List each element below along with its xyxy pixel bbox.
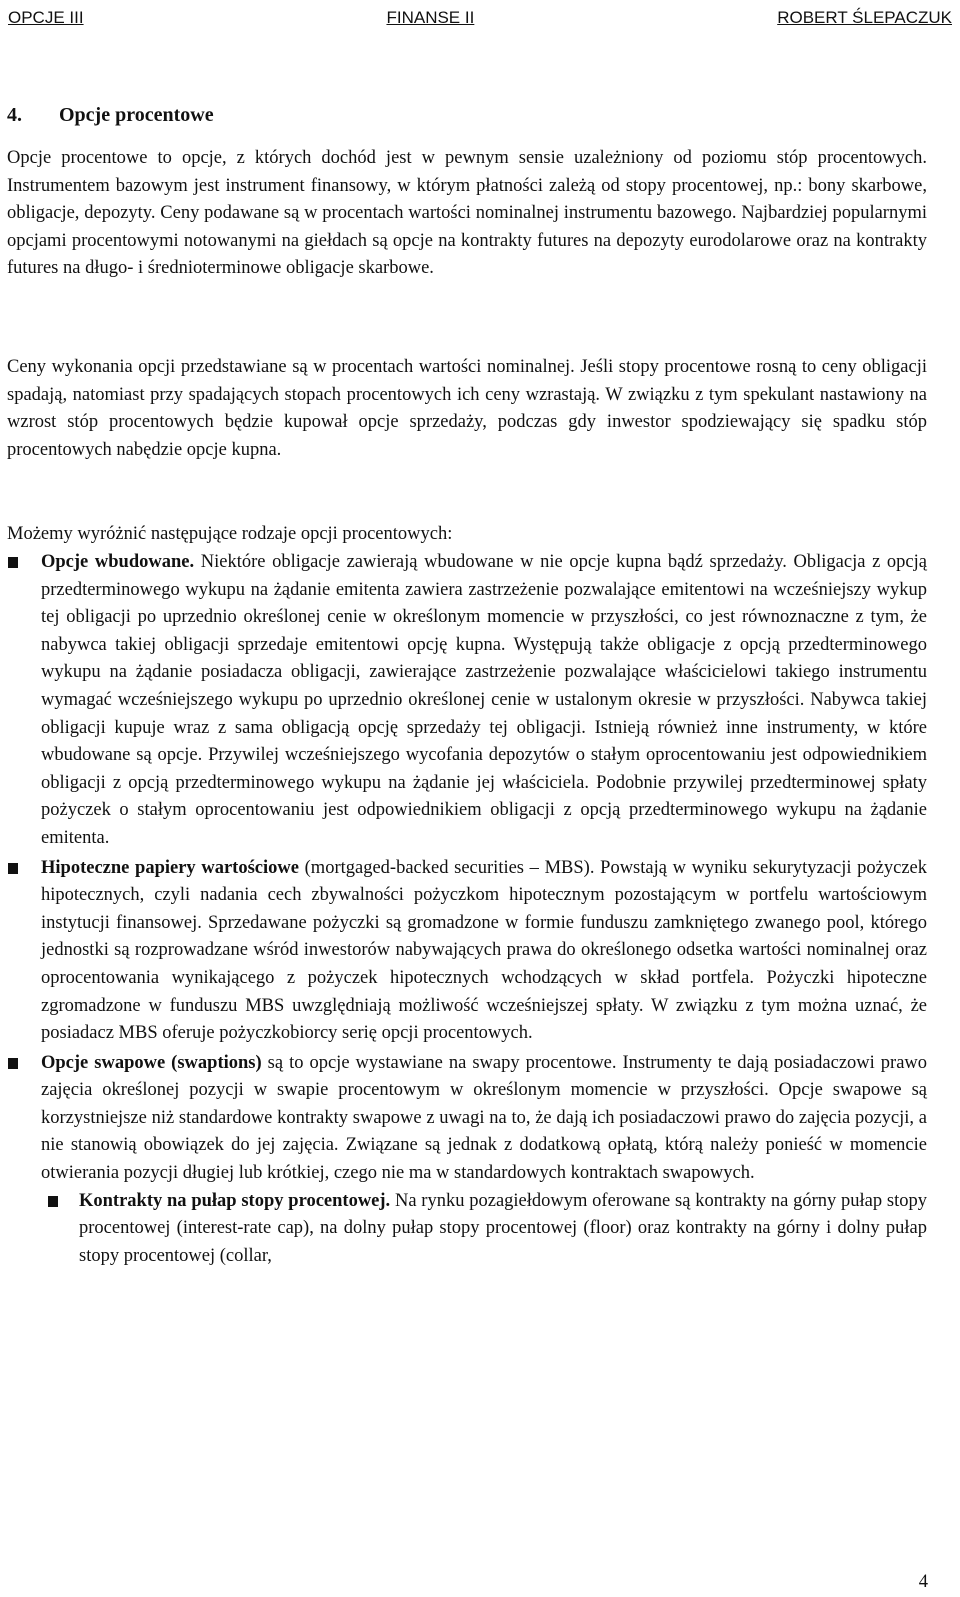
paragraph-lead: Opcje procentowe to opcje, z których dochód jest w pewnym sensie uzależniony od poziomu stóp procentowych. Instrumentem bazowym jest instrument finansowy, w którym płatności zależą od stopy procentowej, np.: bony skarbowe, obligacje, depozyty. Ceny podawane są w procentach wartości nominalnej instrumentu bazowego. Najbardziej popularnymi opcjami procentowymi notowanymi na giełdach są opcje na kontrakty futures na depozyty eurodolarowe oraz na kontrakty futures na długo- i średnioterminowe obligacje skarbowe. <box>7 148 927 279</box>
section-number: 4. <box>7 104 22 126</box>
option-types-list <box>0 549 960 1270</box>
square-bullet-icon <box>48 1196 58 1207</box>
sub-list-item-text: Na rynku pozagiełdowym oferowane są kontrakty na górny pułap stopy procentowej (interest-rate cap), na dolny pułap stopy procentowej (floor) oraz kontrakty na górny i dolny pułap stopy procentowej (collar, <box>79 1190 927 1266</box>
list-item <box>0 1050 927 1271</box>
header-left: OPCJE III <box>8 8 84 27</box>
header-center: FINANSE II <box>386 8 475 27</box>
list-item-term: Hipoteczne papiery wartościowe <box>41 857 299 878</box>
square-bullet-icon <box>8 557 18 568</box>
paragraph-prices: Ceny wykonania opcji przedstawiane są w procentach wartości nominalnej. Jeśli stopy procentowe rosną to ceny obligacji spadają, natomiast przy spadających stopach procentowych ich ceny wzrastają. W związku z tym spekulant nastawiony na wzrost stóp procentowych będzie kupował opcje sprzedaży, podczas gdy inwestor spodziewający się spadku stóp procentowych nabędzie opcje kupna. <box>7 357 927 460</box>
page-number: 4 <box>918 1572 928 1592</box>
list-item-text: są to opcje wystawiane na swapy procentowe. Instrumenty te dają posiadaczowi prawo zajęcia określonej pozycji w swapie procentowym w określonym momencie w przyszłości. Opcje swapowe są korzystniejsze niż standardowe kontrakty swapowe z uwagi na to, że dają ich posiadaczowi prawo do zajęcia pozycji, a nie stanowią obowiązek do jej zajęcia. Związane są jednak z dodatkową opłatą, którą należy ponieść w momencie otwierania pozycji długiej lub krótkiej, czego nie ma w standardowych kontraktach swapowych. <box>41 1052 928 1184</box>
list-item <box>0 549 927 853</box>
list-item-term: Opcje swapowe (swaptions) <box>41 1052 262 1073</box>
list-intro: Możemy wyróżnić następujące rodzaje opcji procentowych: <box>7 524 453 544</box>
sub-list-item <box>41 1188 927 1271</box>
list-item-term: Opcje wbudowane. <box>41 552 195 572</box>
square-bullet-icon <box>8 1058 18 1069</box>
running-header <box>8 6 952 32</box>
section-heading <box>7 100 214 130</box>
list-item <box>0 855 927 1048</box>
list-item-text: Niektóre obligacje zawierają wbudowane w nie opcje kupna bądź sprzedaży. Obligacja z opcją przedterminowego wykupu na żądanie emitenta zawiera zastrzeżenie pozwalające emitentowi na wcześniejszy wykup tej obligacji po uprzednio określonej cenie w określonym momencie w przyszłości, co jest równoznaczne z tym, że nabywca takiej obligacji sprzedaje emitentowi opcję kupna. Występują także obligacje z opcją przedterminowego wykupu na żądanie posiadacza obligacji, zawierające zastrzeżenie pozwalające właścicielowi takiego instrumentu wymagać wcześniejszego wykupu po uprzednio określonej cenie w ustalonym okresie w przyszłości. Nabywca takiej obligacji kupuje wraz z sama obligacją opcję sprzedaży tej obligacji. Istnieją również inne instrumenty, w które wbudowane są opcje. Przywilej wcześniejszego wycofania depozytów o stałym oprocentowaniu jest odpowiednikiem obligacji z opcją przedterminowego wykupu na żądanie jej właściciela. Podobnie przywilej przedterminowej spłaty pożyczek o stałym oprocentowaniu jest odpowiednikiem obligacji z opcją przedterminowego wykupu na żądanie emitenta. <box>41 552 927 848</box>
list-item-text: (mortgaged-backed securities – MBS). Powstają w wyniku sekurytyzacji pożyczek hipotecznych, czyli nadania cech zbywalności pożyczkom hipotecznym pozostającym w portfelu wartościowym instytucji finansowej. Sprzedawane pożyczki są gromadzone w formie funduszu zamkniętego zwanego pool, którego jednostki są rozprowadzane wśród inwestorów nabywających prawa do określonego odsetka wartości nominalnej oraz oprocentowania wynikającego z pożyczek hipotecznych wchodzących w skład portfela. Pożyczki hipoteczne zgromadzone w funduszu MBS uwzględniają możliwość wcześniejszej spłaty. W związku z tym można uznać, że posiadacz MBS oferuje pożyczkobiorcy serię opcji procentowych. <box>41 857 927 1044</box>
square-bullet-icon <box>8 863 18 874</box>
sub-list-item-term: Kontrakty na pułap stopy procentowej. <box>79 1190 391 1211</box>
header-right: ROBERT ŚLEPACZUK <box>777 8 952 27</box>
section-title: Opcje procentowe <box>59 104 214 126</box>
sub-list <box>41 1188 927 1271</box>
